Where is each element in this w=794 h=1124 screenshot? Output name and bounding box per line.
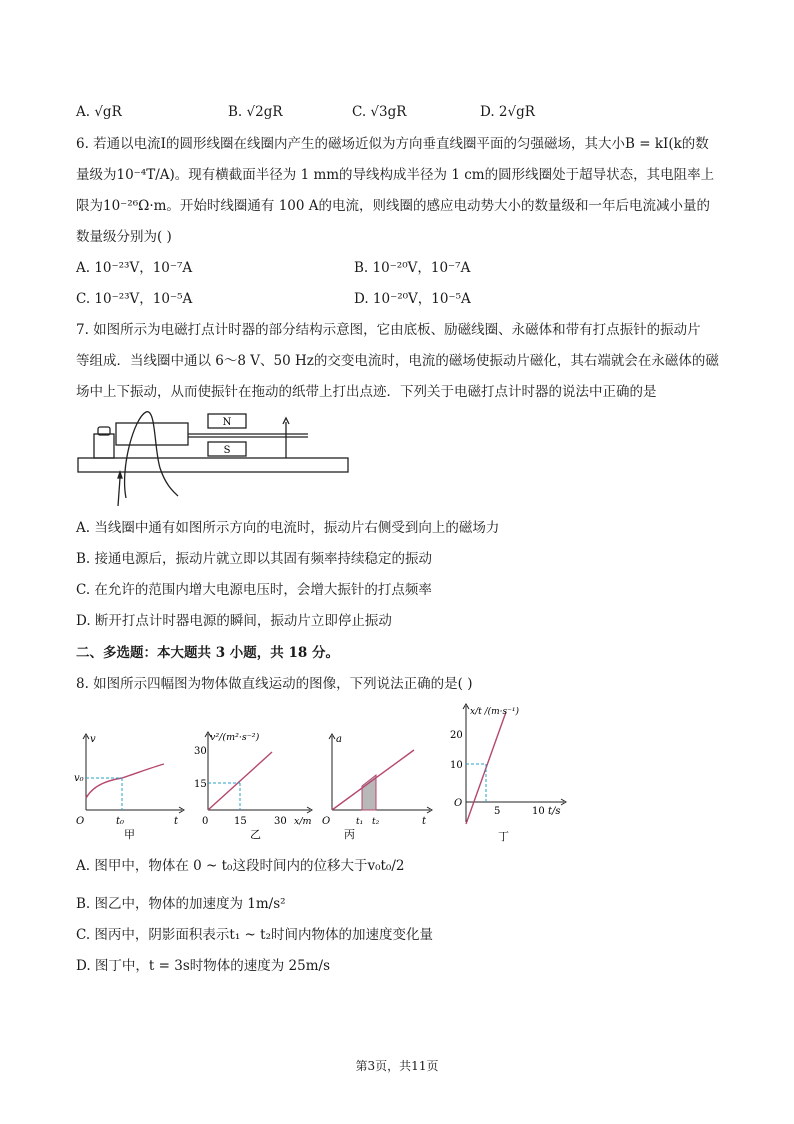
q5-option-b: B. √2gR [228, 104, 283, 120]
bing-ylabel: a [336, 734, 342, 745]
section-2-heading: 二、多选题：本大题共 3 小题，共 18 分。 [76, 645, 339, 661]
jia-ylabel: v [90, 734, 96, 745]
q6-stem-line-3: 限为10⁻²⁶Ω·m。开始时线圈通有 100 A的电流，则线圈的感应电动势大小的数量级和一年后电流减小量的 [76, 198, 711, 214]
q8-option-b: B. 图乙中，物体的加速度为 1m/s² [76, 896, 286, 912]
graph-ding [446, 698, 576, 844]
graph-bing [318, 730, 438, 842]
q6-option-c: C. 10⁻²³V，10⁻⁵A [76, 291, 193, 307]
q8-option-c: C. 图丙中，阴影面积表示t₁ ~ t₂时间内物体的加速度变化量 [76, 927, 433, 943]
timer-schematic-figure [74, 408, 354, 508]
q5-option-a: A. √gR [76, 104, 122, 120]
ding-ytick-10: 10 [450, 760, 463, 771]
q5-option-d: D. 2√gR [480, 104, 535, 120]
q8-option-a: A. 图甲中，物体在 0 ~ t₀这段时间内的位移大于v₀t₀/2 [76, 858, 405, 874]
coil-lead [118, 478, 120, 506]
q7-option-b: B. 接通电源后，振动片就立即以其固有频率持续稳定的振动 [76, 551, 433, 567]
jia-t0-label: t₀ [116, 816, 125, 827]
q6-option-d: D. 10⁻²⁰V，10⁻⁵A [354, 291, 471, 307]
yi-xlabel: x/m [294, 816, 312, 827]
q7-stem-line-2: 等组成．当线圈中通以 6～8 V、50 Hz的交变电流时，电流的磁场使振动片磁化，其右端就会在永磁体的磁 [76, 353, 719, 369]
q7-option-d: D. 断开打点计时器电源的瞬间，振动片立即停止振动 [76, 613, 392, 629]
ding-xtick-5: 5 [494, 806, 501, 817]
page-footer: 第3页，共11页 [355, 1059, 439, 1073]
jia-origin: O [76, 816, 85, 827]
q6-option-b: B. 10⁻²⁰V，10⁻⁷A [354, 260, 471, 276]
ding-xtick-10: 10 [532, 806, 545, 817]
q7-option-c: C. 在允许的范围内增大电源电压时，会增大振针的打点频率 [76, 582, 432, 598]
q7-stem-line-3: 场中上下振动，从而使振针在拖动的纸带上打出点迹．下列关于电磁打点计时器的说法中正确的是 [76, 384, 657, 400]
yi-ytick-15: 15 [194, 779, 207, 790]
q6-stem-line-2: 量级为10⁻⁴T/A)。现有横截面半径为 1 mm的导线构成半径为 1 cm的圆形线圈处于超导状态，其电阻率上 [76, 167, 715, 183]
coil-core [116, 423, 188, 445]
magnet-n-label: N [222, 417, 232, 428]
bing-origin: O [322, 816, 331, 827]
jia-xlabel: t [174, 816, 179, 827]
ding-ytick-20: 20 [450, 730, 463, 741]
ding-xlabel: t/s [548, 806, 561, 817]
q7-option-a: A. 当线圈中通有如图所示方向的电流时，振动片右侧受到向上的磁场力 [76, 520, 500, 536]
ding-ylabel: x/t /(m·s⁻¹) [470, 707, 520, 717]
bing-t1-label: t₁ [356, 817, 364, 827]
q5-option-c: C. √3gR [352, 104, 407, 120]
ding-caption: 丁 [498, 830, 509, 843]
bing-caption: 丙 [344, 828, 355, 841]
base-plate [78, 458, 348, 472]
jia-caption: 甲 [124, 828, 135, 841]
q8-stem: 8. 如图所示四幅图为物体做直线运动的图像，下列说法正确的是( ) [76, 676, 473, 692]
yi-line [208, 752, 272, 810]
q8-option-d: D. 图丁中，t = 3s时物体的速度为 25m/s [76, 958, 331, 974]
ding-origin: O [454, 798, 463, 809]
yi-ylabel: v²/(m²·s⁻²) [210, 732, 260, 743]
yi-origin: 0 [202, 816, 209, 827]
magnet-s-label: S [223, 445, 231, 456]
graph-jia [70, 730, 190, 842]
yi-ytick-30: 30 [194, 746, 207, 757]
q7-stem-line-1: 7. 如图所示为电磁打点计时器的部分结构示意图，它由底板、励磁线圈、永磁体和带有打点振针的振动片 [76, 322, 701, 338]
post-block [94, 434, 114, 458]
bing-t2-label: t₂ [372, 817, 380, 827]
bing-xlabel: t [422, 816, 427, 827]
jia-v0-label: v₀ [74, 773, 84, 784]
yi-caption: 乙 [250, 828, 261, 841]
jia-velocity-curve [86, 764, 164, 798]
yi-xtick-15: 15 [234, 816, 247, 827]
q6-stem-line-1: 6. 若通以电流I的圆形线圈在线圈内产生的磁场近似为方向垂直线圈平面的匀强磁场，其大小B = kI(k的数 [76, 136, 709, 152]
bing-shaded-area [362, 775, 376, 810]
yi-xtick-30: 30 [274, 816, 287, 827]
q6-stem-line-4: 数量级分别为( ) [76, 229, 172, 245]
q6-option-a: A. 10⁻²³V，10⁻⁷A [76, 260, 193, 276]
graph-yi [190, 728, 320, 842]
